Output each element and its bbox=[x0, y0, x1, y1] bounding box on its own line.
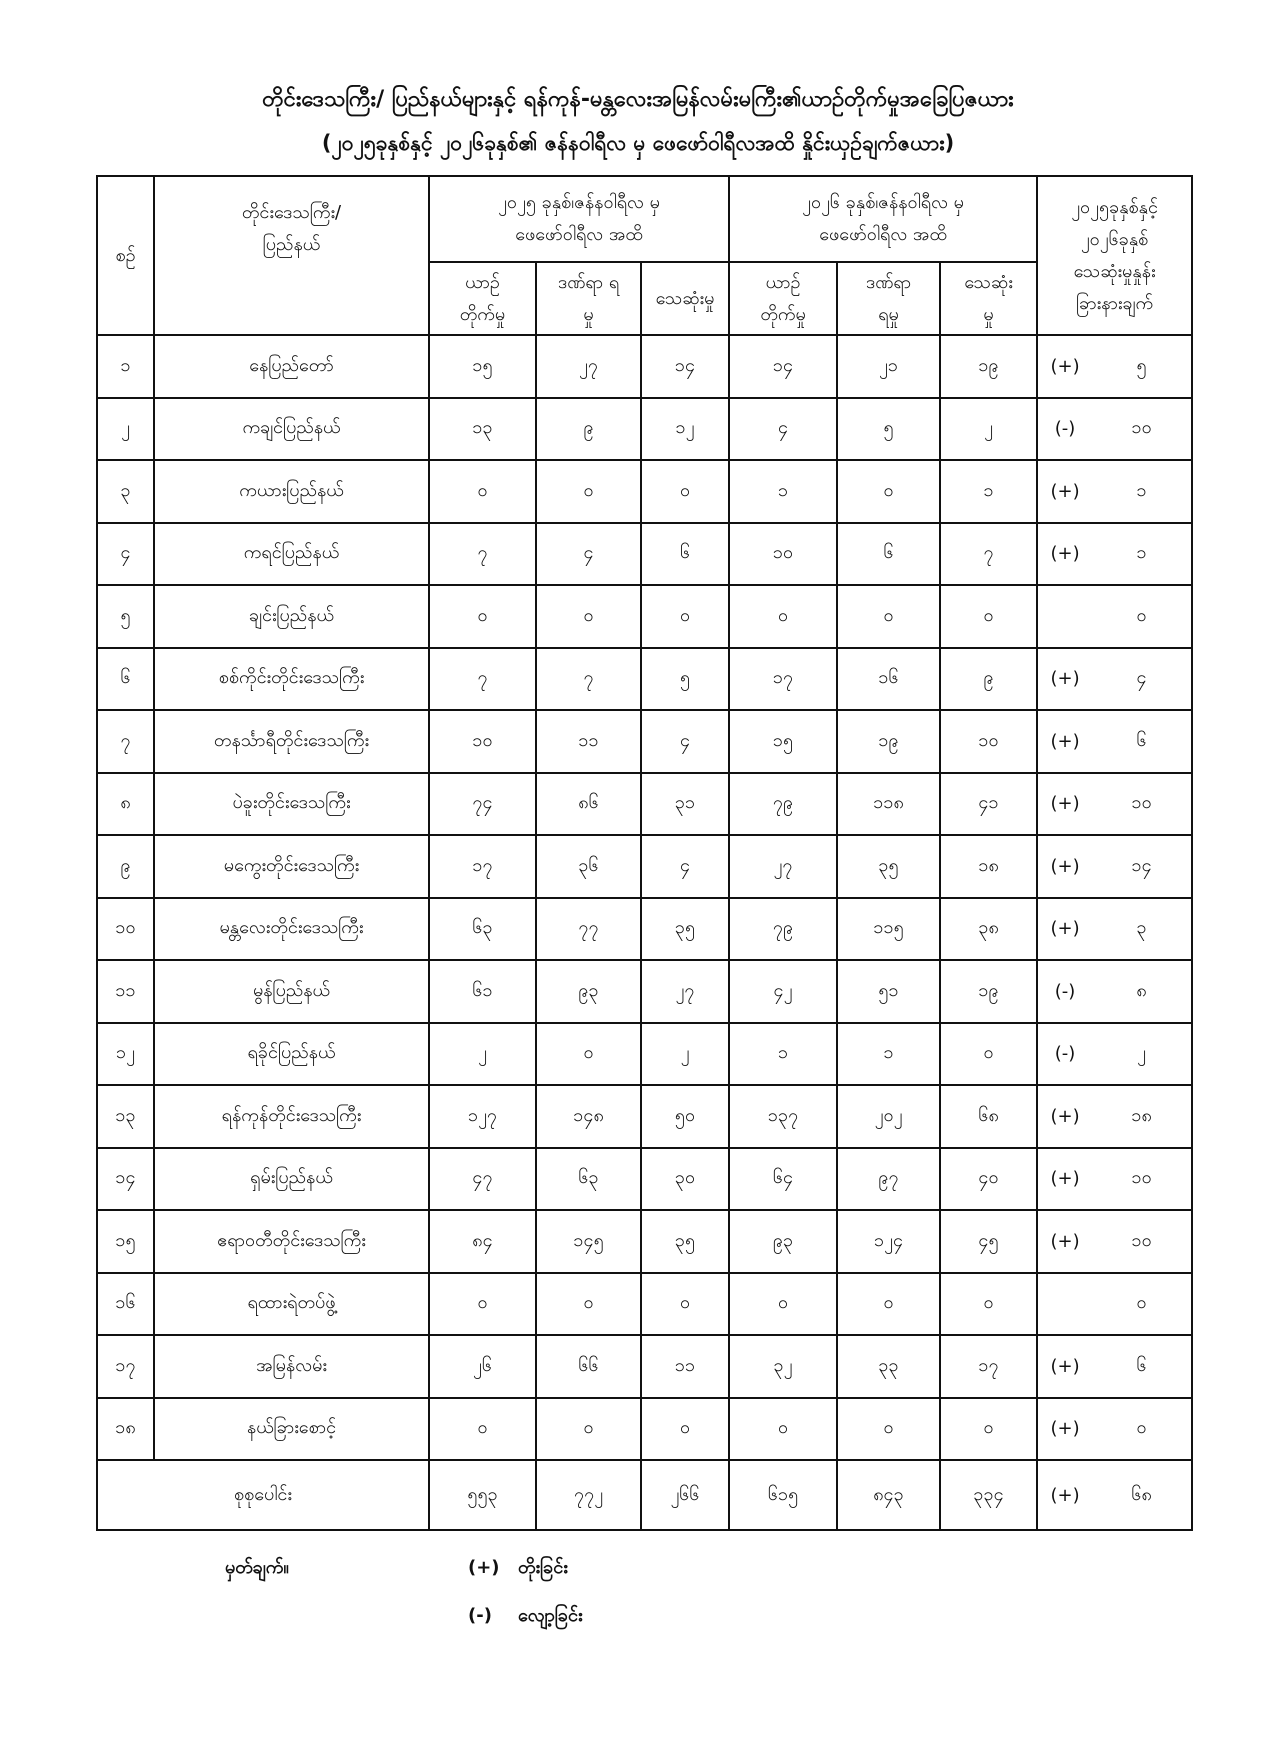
row-number: ၁၄ bbox=[97, 1148, 154, 1211]
region-name: ရခိုင်ပြည်နယ် bbox=[154, 1023, 429, 1086]
accidents-2025: ၇၄ bbox=[429, 773, 536, 836]
death-difference: ၈ bbox=[1092, 960, 1192, 1023]
accidents-2026: ၇၉ bbox=[729, 773, 837, 836]
total-label: စုစုပေါင်း bbox=[97, 1460, 429, 1530]
injured-2026: ၅၁ bbox=[837, 960, 940, 1023]
plus-sign: (+) bbox=[468, 1557, 500, 1578]
death-difference: ၃ bbox=[1092, 898, 1192, 961]
row-number: ၄ bbox=[97, 523, 154, 586]
accidents-2026: ၁၃၇ bbox=[729, 1085, 837, 1148]
death-difference: ၁ bbox=[1092, 460, 1192, 523]
header-accidents-2026: ယာဉ် တိုက်မှု bbox=[729, 262, 837, 335]
accidents-2026: ၇၉ bbox=[729, 898, 837, 961]
injured-2026: ၃၃ bbox=[837, 1335, 940, 1398]
table-row bbox=[97, 1085, 1192, 1148]
injured-2025: ၆၆ bbox=[536, 1335, 641, 1398]
accidents-2026: ၄၂ bbox=[729, 960, 837, 1023]
accidents-2025: ၇ bbox=[429, 523, 536, 586]
accidents-2025: ၀ bbox=[429, 460, 536, 523]
deaths-2025: ၄ bbox=[641, 835, 729, 898]
deaths-2025: ၅၀ bbox=[641, 1085, 729, 1148]
header-deaths-2025: သေဆုံးမှု bbox=[641, 262, 729, 335]
change-sign: (+) bbox=[1037, 523, 1092, 586]
row-number: ၁၁ bbox=[97, 960, 154, 1023]
header-period-2026: ၂၀၂၆ ခုနှစ်၊ဇန်နဝါရီလ မှ ဖေဖော်ဝါရီလ အထိ bbox=[729, 176, 1037, 262]
accidents-2026: ၁ bbox=[729, 460, 837, 523]
deaths-2026: ၆၈ bbox=[940, 1085, 1037, 1148]
death-difference: ၆ bbox=[1092, 710, 1192, 773]
accidents-2026: ၂၇ bbox=[729, 835, 837, 898]
region-name: နယ်ခြားစောင့် bbox=[154, 1398, 429, 1461]
row-number: ၁၃ bbox=[97, 1085, 154, 1148]
total-death-difference: ၆၈ bbox=[1092, 1460, 1192, 1530]
table-row bbox=[97, 773, 1192, 836]
injured-2025: ၉ bbox=[536, 398, 641, 461]
notes-label: မှတ်ချက်။ bbox=[225, 1557, 289, 1578]
accidents-2025: ၁၂၇ bbox=[429, 1085, 536, 1148]
region-name: တနင်္သာရီတိုင်းဒေသကြီး bbox=[154, 710, 429, 773]
injured-2026: ၀ bbox=[837, 1398, 940, 1461]
deaths-2026: ၄၅ bbox=[940, 1210, 1037, 1273]
table-row bbox=[97, 898, 1192, 961]
accident-comparison-table bbox=[96, 175, 1193, 1531]
row-number: ၁၈ bbox=[97, 1398, 154, 1461]
death-difference: ၄ bbox=[1092, 648, 1192, 711]
injured-2026: ၀ bbox=[837, 585, 940, 648]
accidents-2026: ၀ bbox=[729, 585, 837, 648]
death-difference: ၀ bbox=[1092, 1273, 1192, 1336]
deaths-2026: ၉ bbox=[940, 648, 1037, 711]
row-number: ၈ bbox=[97, 773, 154, 836]
deaths-2025: ၃၀ bbox=[641, 1148, 729, 1211]
header-no: စဉ် bbox=[97, 176, 154, 335]
table-row bbox=[97, 648, 1192, 711]
region-name: ရထားရဲတပ်ဖွဲ့ bbox=[154, 1273, 429, 1336]
accidents-2025: ၁၃ bbox=[429, 398, 536, 461]
deaths-2026: ၁၈ bbox=[940, 835, 1037, 898]
accidents-2025: ၀ bbox=[429, 1398, 536, 1461]
death-difference: ၀ bbox=[1092, 1398, 1192, 1461]
death-difference: ၁၀ bbox=[1092, 398, 1192, 461]
document-title: တိုင်းဒေသကြီး/ ပြည်နယ်များနှင့် ရန်ကုန်-မန္တလေးအမြန်လမ်းမကြီး၏ယာဉ်တိုက်မှုအခြေပြဇယား bbox=[262, 87, 1014, 112]
row-number: ၆ bbox=[97, 648, 154, 711]
death-difference: ၅ bbox=[1092, 335, 1192, 398]
injured-2025: ၀ bbox=[536, 1398, 641, 1461]
table-row bbox=[97, 960, 1192, 1023]
injured-2026: ၁၁၈ bbox=[837, 773, 940, 836]
deaths-2025: ၄ bbox=[641, 710, 729, 773]
deaths-2026: ၃၈ bbox=[940, 898, 1037, 961]
change-sign: (+) bbox=[1037, 460, 1092, 523]
region-name: မန္တလေးတိုင်းဒေသကြီး bbox=[154, 898, 429, 961]
change-sign: (+) bbox=[1037, 835, 1092, 898]
header-deaths-2026: သေဆုံး မှု bbox=[940, 262, 1037, 335]
death-difference: ၁၈ bbox=[1092, 1085, 1192, 1148]
change-sign: (+) bbox=[1037, 710, 1092, 773]
table-row bbox=[97, 1148, 1192, 1211]
death-difference: ၁၀ bbox=[1092, 1148, 1192, 1211]
injured-2026: ၁၉ bbox=[837, 710, 940, 773]
table-row bbox=[97, 585, 1192, 648]
header-injured-2025: ဒဏ်ရာ ရမှု bbox=[536, 262, 641, 335]
header-accidents-2025: ယာဉ် တိုက်မှု bbox=[429, 262, 536, 335]
injured-2025: ၀ bbox=[536, 1023, 641, 1086]
deaths-2026: ၁၉ bbox=[940, 960, 1037, 1023]
deaths-2025: ၃၁ bbox=[641, 773, 729, 836]
accidents-2026: ၁၄ bbox=[729, 335, 837, 398]
header-injured-2026: ဒဏ်ရာ ရမှု bbox=[837, 262, 940, 335]
deaths-2026: ၇ bbox=[940, 523, 1037, 586]
deaths-2025: ၅ bbox=[641, 648, 729, 711]
injured-2026: ၅ bbox=[837, 398, 940, 461]
deaths-2025: ၀ bbox=[641, 460, 729, 523]
total-accidents-2025: ၅၅၃ bbox=[429, 1460, 536, 1530]
injured-2025: ၀ bbox=[536, 460, 641, 523]
total-deaths-2026: ၃၃၄ bbox=[940, 1460, 1037, 1530]
minus-sign: (-) bbox=[468, 1605, 492, 1626]
deaths-2025: ၁၂ bbox=[641, 398, 729, 461]
accidents-2026: ၀ bbox=[729, 1398, 837, 1461]
region-name: မွန်ပြည်နယ် bbox=[154, 960, 429, 1023]
accidents-2025: ၂ bbox=[429, 1023, 536, 1086]
row-number: ၇ bbox=[97, 710, 154, 773]
injured-2025: ၉၃ bbox=[536, 960, 641, 1023]
injured-2025: ၇၇ bbox=[536, 898, 641, 961]
region-name: စစ်ကိုင်းတိုင်းဒေသကြီး bbox=[154, 648, 429, 711]
total-injured-2026: ၈၄၃ bbox=[837, 1460, 940, 1530]
table-row bbox=[97, 523, 1192, 586]
injured-2025: ၃၆ bbox=[536, 835, 641, 898]
table-row bbox=[97, 1398, 1192, 1461]
accidents-2026: ၆၄ bbox=[729, 1148, 837, 1211]
injured-2025: ၄ bbox=[536, 523, 641, 586]
region-name: မကွေးတိုင်းဒေသကြီး bbox=[154, 835, 429, 898]
deaths-2025: ၃၅ bbox=[641, 898, 729, 961]
change-sign: (+) bbox=[1037, 1398, 1092, 1461]
deaths-2026: ၁ bbox=[940, 460, 1037, 523]
death-difference: ၁၄ bbox=[1092, 835, 1192, 898]
injured-2025: ၁၁ bbox=[536, 710, 641, 773]
injured-2026: ၂၀၂ bbox=[837, 1085, 940, 1148]
deaths-2026: ၀ bbox=[940, 1273, 1037, 1336]
accidents-2026: ၄ bbox=[729, 398, 837, 461]
region-name: ရန်ကုန်တိုင်းဒေသကြီး bbox=[154, 1085, 429, 1148]
death-difference: ၂ bbox=[1092, 1023, 1192, 1086]
injured-2026: ၁၁၅ bbox=[837, 898, 940, 961]
injured-2025: ၆၃ bbox=[536, 1148, 641, 1211]
accidents-2026: ၁၀ bbox=[729, 523, 837, 586]
injured-2026: ၁၂၄ bbox=[837, 1210, 940, 1273]
table-row bbox=[97, 1273, 1192, 1336]
deaths-2026: ၀ bbox=[940, 585, 1037, 648]
row-number: ၁၇ bbox=[97, 1335, 154, 1398]
deaths-2026: ၁၉ bbox=[940, 335, 1037, 398]
decrease-text: လျော့ခြင်း bbox=[518, 1605, 583, 1626]
increase-text: တိုးခြင်း bbox=[518, 1557, 568, 1578]
total-row bbox=[97, 1460, 1192, 1530]
row-number: ၁ bbox=[97, 335, 154, 398]
accidents-2026: ၁၇ bbox=[729, 648, 837, 711]
deaths-2025: ၃၅ bbox=[641, 1210, 729, 1273]
header-region: တိုင်းဒေသကြီး/ ပြည်နယ် bbox=[154, 176, 429, 335]
row-number: ၃ bbox=[97, 460, 154, 523]
death-difference: ၆ bbox=[1092, 1335, 1192, 1398]
accidents-2026: ၉၃ bbox=[729, 1210, 837, 1273]
deaths-2026: ၁၇ bbox=[940, 1335, 1037, 1398]
accidents-2025: ၁၀ bbox=[429, 710, 536, 773]
region-name: ရှမ်းပြည်နယ် bbox=[154, 1148, 429, 1211]
region-name: ချင်းပြည်နယ် bbox=[154, 585, 429, 648]
accidents-2025: ၇ bbox=[429, 648, 536, 711]
accidents-2026: ၁၅ bbox=[729, 710, 837, 773]
document-subtitle: (၂၀၂၅ခုနှစ်နှင့် ၂၀၂၆ခုနှစ်၏ ဇန်နဝါရီလ မှ ဖေဖော်ဝါရီလအထိ နှိုင်းယှဉ်ချက်ဇယား) bbox=[321, 131, 955, 155]
deaths-2026: ၄၀ bbox=[940, 1148, 1037, 1211]
accidents-2025: ၄၇ bbox=[429, 1148, 536, 1211]
total-change-sign: (+) bbox=[1037, 1460, 1092, 1530]
total-accidents-2026: ၆၁၅ bbox=[729, 1460, 837, 1530]
accidents-2025: ၆၃ bbox=[429, 898, 536, 961]
total-deaths-2025: ၂၆၆ bbox=[641, 1460, 729, 1530]
death-difference: ၁၀ bbox=[1092, 773, 1192, 836]
injured-2026: ၉၇ bbox=[837, 1148, 940, 1211]
accidents-2025: ၁၇ bbox=[429, 835, 536, 898]
table-row bbox=[97, 1335, 1192, 1398]
change-sign: (+) bbox=[1037, 1148, 1092, 1211]
region-name: နေပြည်တော် bbox=[154, 335, 429, 398]
injured-2025: ၈၆ bbox=[536, 773, 641, 836]
deaths-2025: ၂၇ bbox=[641, 960, 729, 1023]
injured-2026: ၁၆ bbox=[837, 648, 940, 711]
deaths-2025: ၀ bbox=[641, 585, 729, 648]
injured-2025: ၀ bbox=[536, 585, 641, 648]
change-sign: (+) bbox=[1037, 1335, 1092, 1398]
header-comparison: ၂၀၂၅ခုနှစ်နှင့် ၂၀၂၆ခုနှစ် သေဆုံးမှုနှုန်း ခြားနားချက် bbox=[1037, 176, 1192, 335]
death-difference: ၁ bbox=[1092, 523, 1192, 586]
accidents-2025: ၆၁ bbox=[429, 960, 536, 1023]
accidents-2025: ၂၆ bbox=[429, 1335, 536, 1398]
deaths-2025: ၀ bbox=[641, 1398, 729, 1461]
row-number: ၁၂ bbox=[97, 1023, 154, 1086]
row-number: ၁၅ bbox=[97, 1210, 154, 1273]
deaths-2026: ၁၀ bbox=[940, 710, 1037, 773]
table-row bbox=[97, 398, 1192, 461]
accidents-2025: ၈၄ bbox=[429, 1210, 536, 1273]
injured-2026: ၀ bbox=[837, 460, 940, 523]
injured-2026: ၆ bbox=[837, 523, 940, 586]
change-sign: (+) bbox=[1037, 1085, 1092, 1148]
change-sign: (+) bbox=[1037, 773, 1092, 836]
injured-2025: ၇ bbox=[536, 648, 641, 711]
change-sign: (+) bbox=[1037, 898, 1092, 961]
header-period-2025: ၂၀၂၅ ခုနှစ်၊ဇန်နဝါရီလ မှ ဖေဖော်ဝါရီလ အထိ bbox=[429, 176, 729, 262]
note-decrease bbox=[468, 1603, 583, 1630]
row-number: ၅ bbox=[97, 585, 154, 648]
injured-2025: ၁၄၅ bbox=[536, 1210, 641, 1273]
change-sign: (+) bbox=[1037, 335, 1092, 398]
change-sign: (+) bbox=[1037, 648, 1092, 711]
injured-2025: ၀ bbox=[536, 1273, 641, 1336]
death-difference: ၁၀ bbox=[1092, 1210, 1192, 1273]
injured-2026: ၂၁ bbox=[837, 335, 940, 398]
death-difference: ၀ bbox=[1092, 585, 1192, 648]
deaths-2026: ၀ bbox=[940, 1023, 1037, 1086]
change-sign: (-) bbox=[1037, 398, 1092, 461]
table-row bbox=[97, 1023, 1192, 1086]
row-number: ၁၀ bbox=[97, 898, 154, 961]
deaths-2026: ၂ bbox=[940, 398, 1037, 461]
table-row bbox=[97, 335, 1192, 398]
row-number: ၁၆ bbox=[97, 1273, 154, 1336]
deaths-2026: ၄၁ bbox=[940, 773, 1037, 836]
total-injured-2025: ၇၇၂ bbox=[536, 1460, 641, 1530]
note-increase bbox=[468, 1555, 568, 1582]
accidents-2026: ၁ bbox=[729, 1023, 837, 1086]
injured-2026: ၀ bbox=[837, 1273, 940, 1336]
change-sign: (+) bbox=[1037, 1210, 1092, 1273]
deaths-2025: ၁၁ bbox=[641, 1335, 729, 1398]
region-name: ကချင်ပြည်နယ် bbox=[154, 398, 429, 461]
table-row bbox=[97, 1210, 1192, 1273]
table-row bbox=[97, 835, 1192, 898]
injured-2026: ၃၅ bbox=[837, 835, 940, 898]
injured-2025: ၁၄၈ bbox=[536, 1085, 641, 1148]
row-number: ၉ bbox=[97, 835, 154, 898]
deaths-2026: ၀ bbox=[940, 1398, 1037, 1461]
region-name: ကယားပြည်နယ် bbox=[154, 460, 429, 523]
table-row bbox=[97, 460, 1192, 523]
region-name: ပဲခူးတိုင်းဒေသကြီး bbox=[154, 773, 429, 836]
change-sign bbox=[1037, 585, 1092, 648]
deaths-2025: ၆ bbox=[641, 523, 729, 586]
deaths-2025: ၀ bbox=[641, 1273, 729, 1336]
accidents-2026: ၃၂ bbox=[729, 1335, 837, 1398]
region-name: ကရင်ပြည်နယ် bbox=[154, 523, 429, 586]
region-name: ဧရာဝတီတိုင်းဒေသကြီး bbox=[154, 1210, 429, 1273]
change-sign: (-) bbox=[1037, 1023, 1092, 1086]
region-name: အမြန်လမ်း bbox=[154, 1335, 429, 1398]
injured-2026: ၁ bbox=[837, 1023, 940, 1086]
deaths-2025: ၂ bbox=[641, 1023, 729, 1086]
change-sign bbox=[1037, 1273, 1092, 1336]
injured-2025: ၂၇ bbox=[536, 335, 641, 398]
deaths-2025: ၁၄ bbox=[641, 335, 729, 398]
accidents-2025: ၁၅ bbox=[429, 335, 536, 398]
accidents-2025: ၀ bbox=[429, 585, 536, 648]
accidents-2025: ၀ bbox=[429, 1273, 536, 1336]
row-number: ၂ bbox=[97, 398, 154, 461]
change-sign: (-) bbox=[1037, 960, 1092, 1023]
table-row bbox=[97, 710, 1192, 773]
accidents-2026: ၀ bbox=[729, 1273, 837, 1336]
